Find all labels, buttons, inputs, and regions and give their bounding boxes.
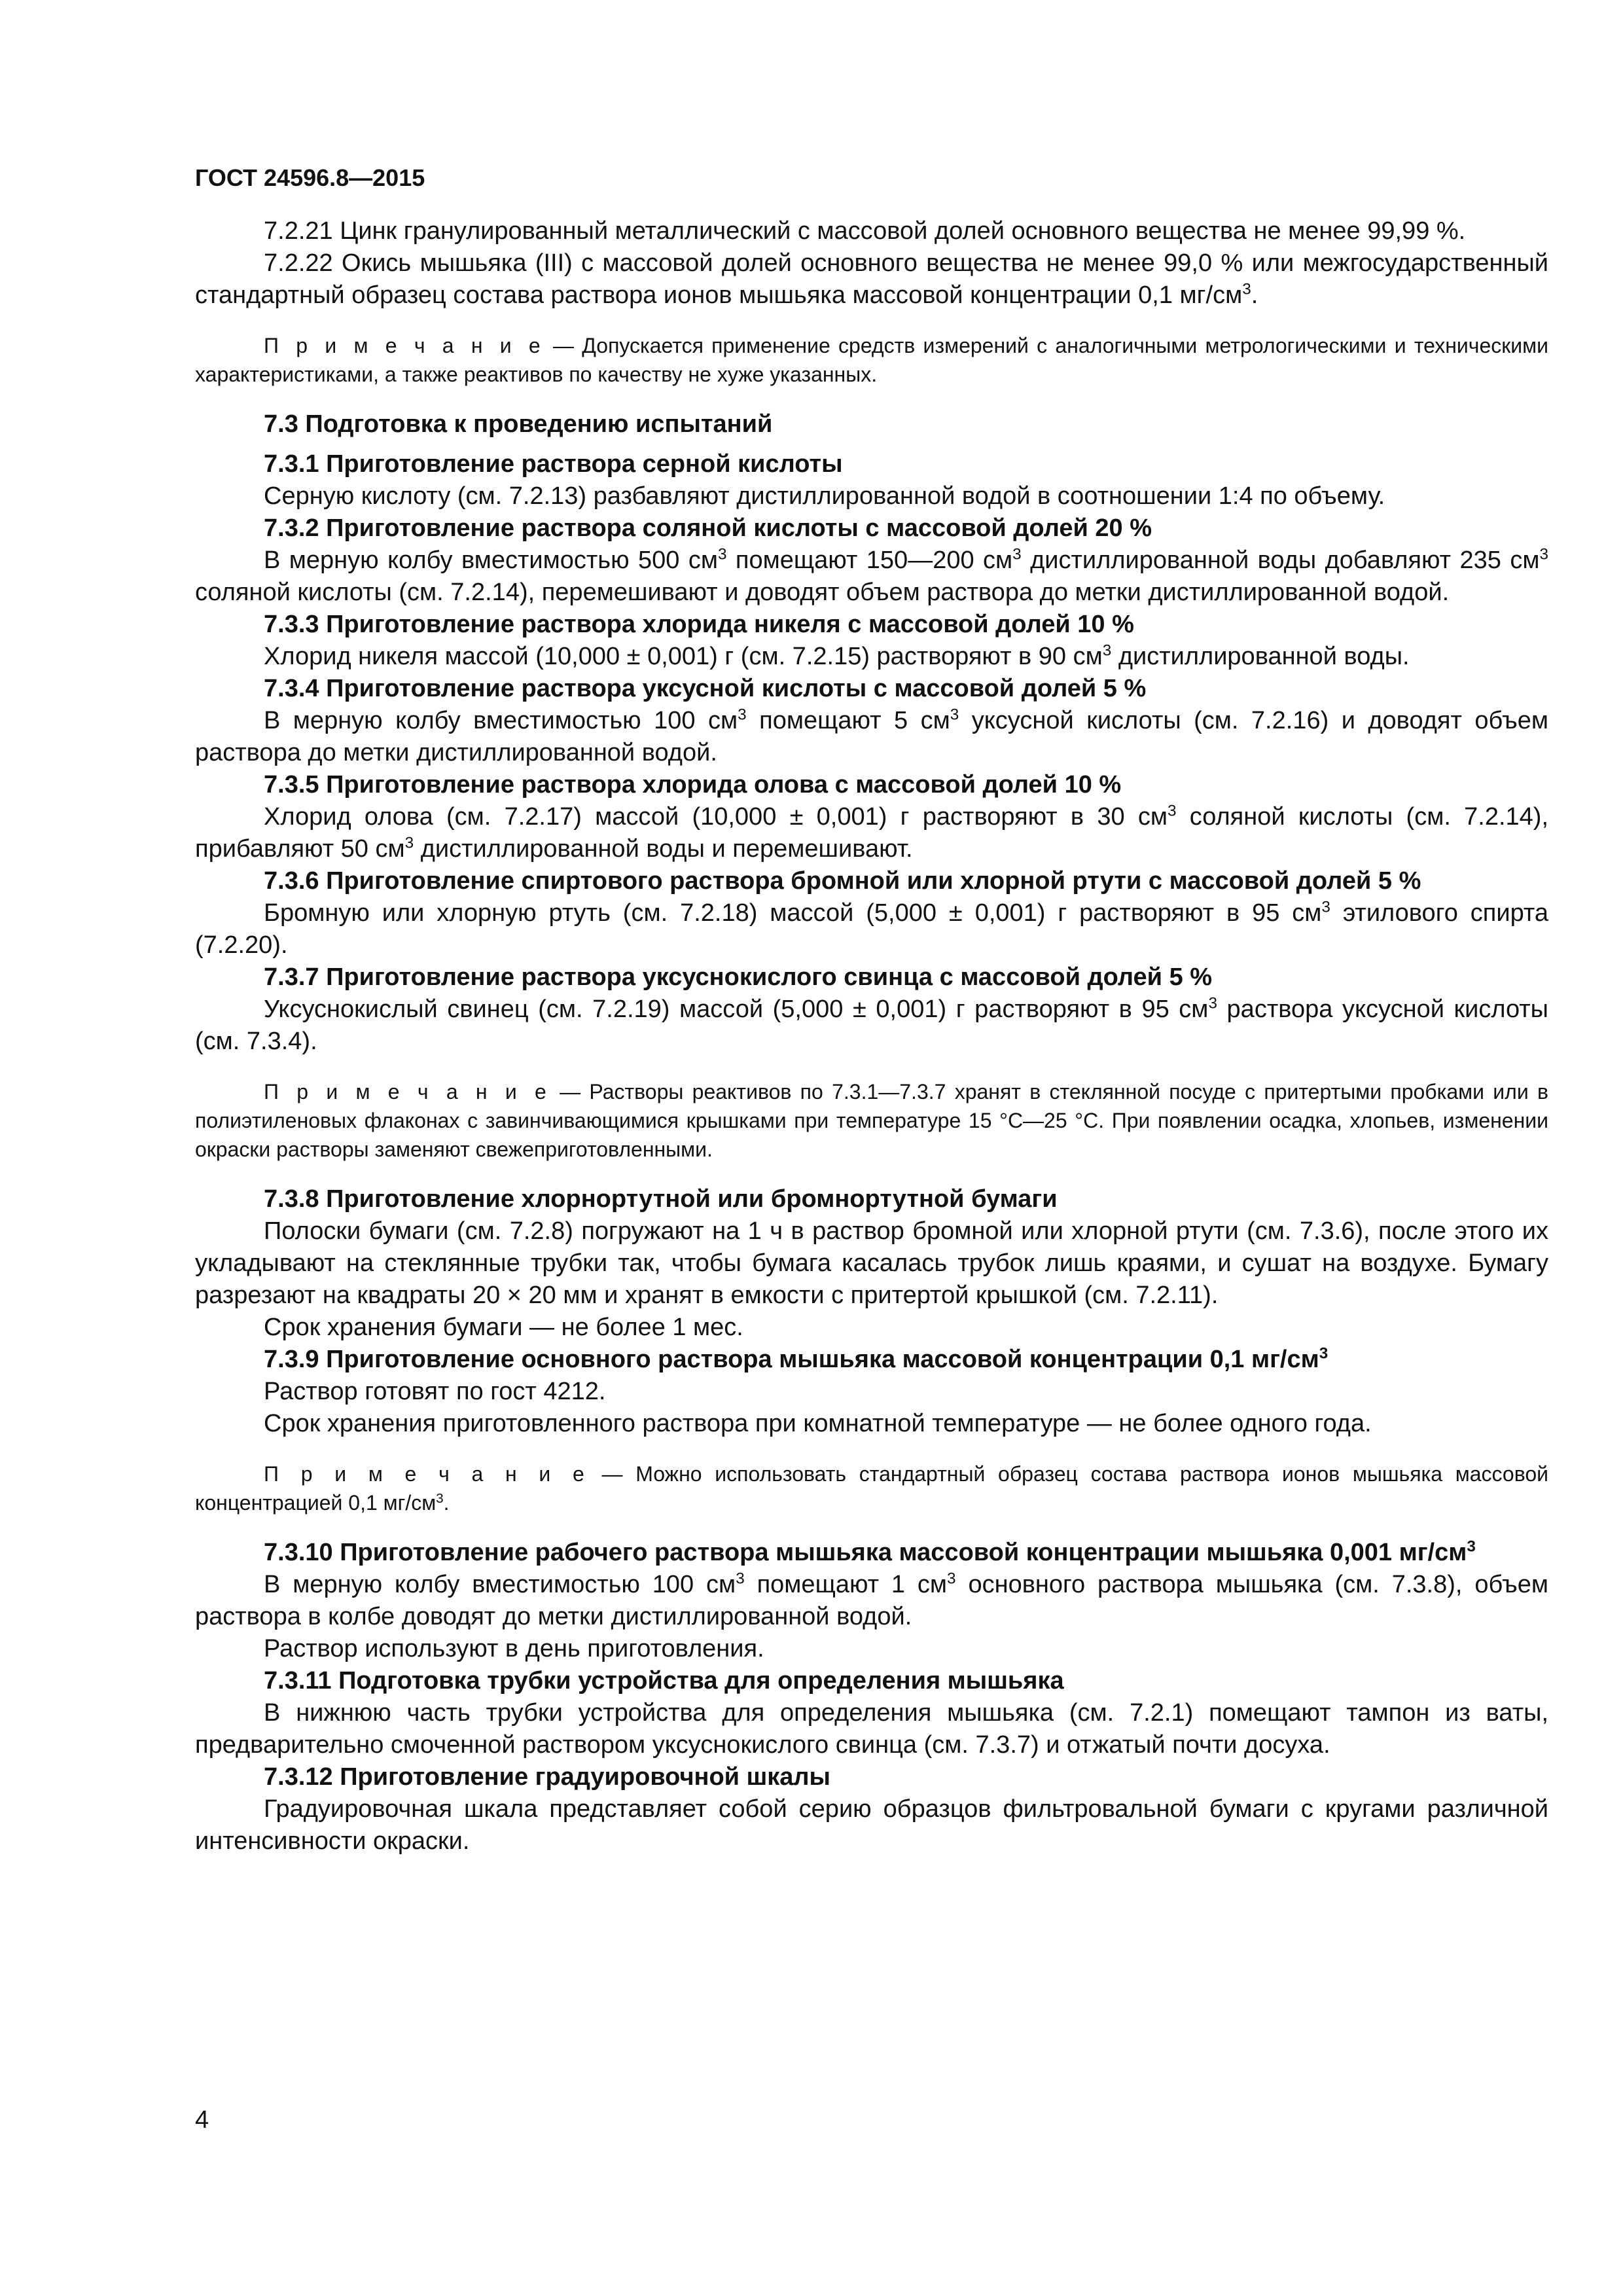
heading-7-3-4: 7.3.4 Приготовление раствора уксусной кислоты с массовой долей 5 %: [264, 675, 1147, 703]
text-7-3-7: Уксуснокислый свинец (см. 7.2.19) массой (5,000 ± 0,001) г растворяют в 95 $см^3$ раствора уксусной кислоты (см. 7.3.4).: [195, 994, 1548, 1056]
text-7-3-3: Хлорид никеля массой (10,000 ± 0,001) г (см. 7.2.15) растворяют в 90 $см^3$ дистиллированной воды.: [264, 641, 1410, 671]
text-7-3-2: В мерную колбу вместимостью 500 $см^3$ помещают 150—200 $см^3$ дистиллированной воды добавляют 235 $см^3$ соляной кислоты (см. 7.2.14), перемешивают и доводят объем раствора до метки дистиллированной водой.: [195, 545, 1548, 607]
clause-7-2-22: 7.2.22 Окись мышьяка (III) с массовой долей основного вещества не менее 99,0 % или межгосударственный стандартный образец состава раствора ионов мышьяка массовой концентрации 0,1 $мг/см^3$.: [195, 249, 1548, 310]
heading-7-3-7: 7.3.7 Приготовление раствора уксуснокислого свинца с массовой долей 5 %: [264, 963, 1213, 992]
clause-7-2-21: 7.2.21 Цинк гранулированный металлический с массовой долей основного вещества не менее 99,99 %.: [264, 217, 1466, 245]
heading-7-3-1: 7.3.1 Приготовление раствора серной кислоты: [264, 450, 843, 478]
document-header: ГОСТ 24596.8—2015: [195, 164, 425, 191]
document-page: [195, 164, 1548, 1857]
heading-7-3-6: 7.3.6 Приготовление спиртового раствора бромной или хлорной ртути с массовой долей 5 %: [264, 867, 1421, 895]
text-7-3-12: Градуировочная шкала представляет собой серию образцов фильтровальной бумаги с кругами различной интенсивности окраски.: [195, 1795, 1548, 1856]
text-7-3-8b: Срок хранения бумаги — не более 1 мес.: [264, 1314, 743, 1342]
text-7-3-10a: В мерную колбу вместимостью 100 $см^3$ помещают 1 $см^3$ основного раствора мышьяка (см. 7.3.8), объем раствора в колбе доводят до метки дистиллированной водой.: [195, 1570, 1548, 1631]
heading-7-3-11: 7.3.11 Подготовка трубки устройства для определения мышьяка: [264, 1667, 1064, 1695]
note-3: П р и м е ч а н и е — Можно использовать стандартный образец состава раствора ионов мышьяка массовой концентрацией 0,1 $мг/см^3$.: [195, 1462, 1549, 1515]
text-7-3-8a: Полоски бумаги (см. 7.2.8) погружают на 1 ч в раствор бромной или хлорной ртути (см. 7.3.6), после этого их укладывают на стеклянные трубки так, чтобы бумага касалась трубок лишь краями, и сушат на воздухе. Бумагу разрезают на квадраты 20 × 20 мм и хранят в емкости с притертой крышкой (см. 7.2.11).: [195, 1217, 1548, 1310]
page-number: 4: [195, 2106, 209, 2134]
heading-7-3-12: 7.3.12 Приготовление градуировочной шкалы: [264, 1763, 831, 1791]
heading-7-3-10: 7.3.10 Приготовление рабочего раствора мышьяка массовой концентрации мышьяка 0,001 $мг/см^3$: [264, 1537, 1476, 1567]
heading-7-3-5: 7.3.5 Приготовление раствора хлорида олова с массовой долей 10 %: [264, 771, 1122, 799]
text-7-3-10b: Раствор используют в день приготовления.: [264, 1635, 764, 1663]
text-7-3-4: В мерную колбу вместимостью 100 $см^3$ помещают 5 $см^3$ уксусной кислоты (см. 7.2.16) и доводят объем раствора до метки дистиллированной водой.: [195, 706, 1549, 767]
text-7-3-6: Бромную или хлорную ртуть (см. 7.2.18) массой (5,000 ± 0,001) г растворяют в 95 $см^3$ этилового спирта (7.2.20).: [195, 898, 1548, 960]
text-7-3-11: В нижнюю часть трубки устройства для определения мышьяка (см. 7.2.1) помещают тампон из ваты, предварительно смоченной раствором уксуснокислого свинца (см. 7.3.7) и отжатый почти досуха.: [195, 1699, 1548, 1759]
heading-7-3-9: 7.3.9 Приготовление основного раствора мышьяка массовой концентрации 0,1 $мг/см^3$: [264, 1344, 1329, 1374]
section-7-3-heading: 7.3 Подготовка к проведению испытаний: [264, 410, 773, 439]
text-7-3-9b: Срок хранения приготовленного раствора при комнатной температуре — не более одного года.: [264, 1410, 1372, 1438]
heading-7-3-3: 7.3.3 Приготовление раствора хлорида никеля с массовой долей 10 %: [264, 611, 1134, 639]
text-7-3-5: Хлорид олова (см. 7.2.17) массой (10,000 ± 0,001) г растворяют в 30 $см^3$ соляной кислоты (см. 7.2.14), прибавляют 50 $см^3$ дистиллированной воды и перемешивают.: [195, 802, 1548, 863]
note-2: П р и м е ч а н и е — Растворы реактивов по 7.3.1—7.3.7 хранят в стеклянной посуде с притертыми пробками или в полиэтиленовых флаконах с завинчивающимися крышками при температуре 15 °С—25 °С. При появлении осадка, хлопьев, изменении окраски растворы заменяют свежеприготовленными.: [195, 1080, 1549, 1162]
note-1: П р и м е ч а н и е — Допускается применение средств измерений с аналогичными метрологическими и техническими характеристиками, а также реактивов по качеству не хуже указанных.: [195, 334, 1549, 387]
text-7-3-9a: Раствор готовят по гост 4212.: [264, 1378, 606, 1406]
heading-7-3-2: 7.3.2 Приготовление раствора соляной кислоты с массовой долей 20 %: [264, 514, 1152, 543]
text-7-3-1: Серную кислоту (см. 7.2.13) разбавляют дистиллированной водой в соотношении 1:4 по объему.: [264, 482, 1385, 511]
heading-7-3-8: 7.3.8 Приготовление хлорнортутной или бромнортутной бумаги: [264, 1185, 1058, 1213]
